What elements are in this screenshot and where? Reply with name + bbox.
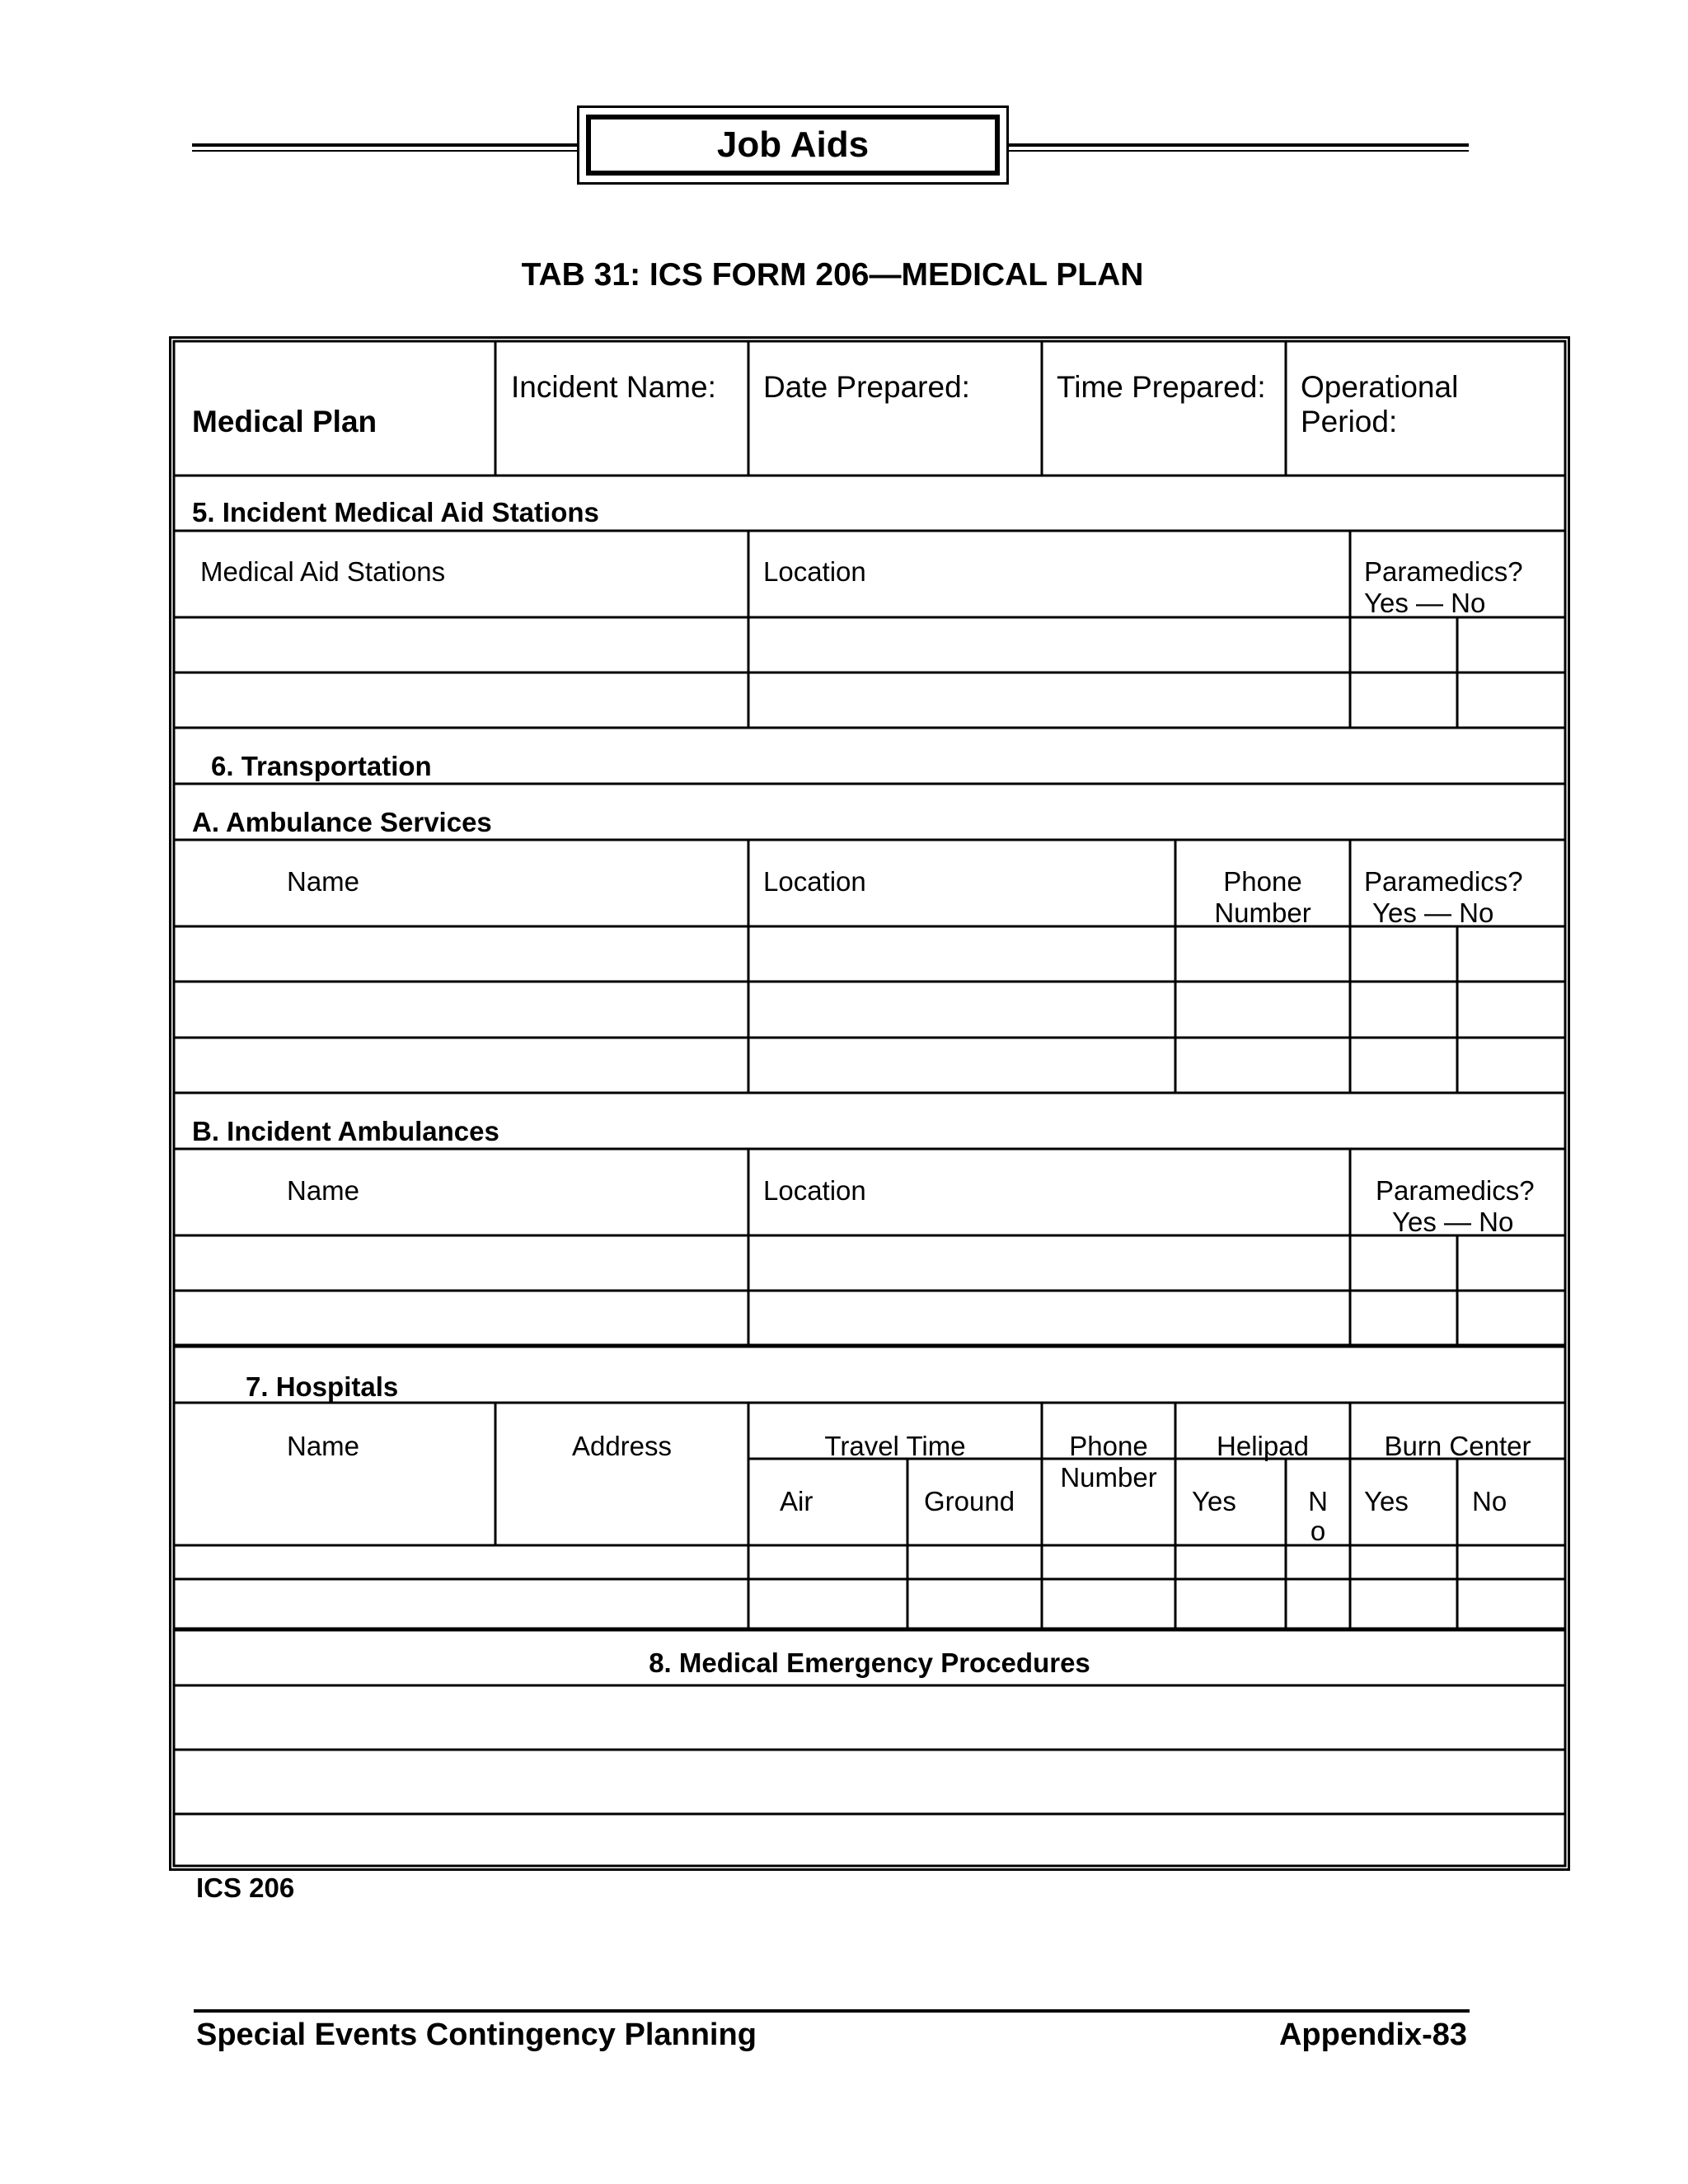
form-id: ICS 206 <box>196 1872 295 1903</box>
job-aids-title: Job Aids <box>586 115 1000 176</box>
medical-plan-form <box>169 336 1570 1871</box>
footer-right: Appendix-83 <box>1278 2018 1467 2052</box>
job-aids-box <box>577 105 1009 185</box>
ambulance-col-paramedics: Paramedics? <box>1364 866 1523 897</box>
incident-ambulances-heading: B. Incident Ambulances <box>192 1116 499 1146</box>
hospitals-col-helipad-no-line2: o <box>1310 1516 1326 1546</box>
hospitals-col-phone-line1: Phone <box>1069 1431 1148 1461</box>
footer-left: Special Events Contingency Planning <box>196 2018 757 2052</box>
section-7-heading: 7. Hospitals <box>246 1371 399 1402</box>
hospitals-col-ground: Ground <box>924 1486 1015 1516</box>
hospitals-col-air: Air <box>780 1486 814 1516</box>
col-location: Location <box>763 556 866 587</box>
ambulance-col-phone-line2: Number <box>1214 898 1311 928</box>
incident-ambulances-col-location: Location <box>763 1175 866 1206</box>
col-paramedics-yes-no: Yes — No <box>1364 588 1486 618</box>
time-prepared-field[interactable]: Time Prepared: <box>1057 370 1266 404</box>
date-prepared-field[interactable]: Date Prepared: <box>763 370 970 404</box>
hospitals-col-address: Address <box>571 1431 673 1461</box>
operational-period-label-line2[interactable]: Period: <box>1301 405 1398 438</box>
incident-ambulances-col-yes-no: Yes — No <box>1392 1207 1514 1237</box>
hospitals-col-burn-center: Burn Center <box>1384 1431 1531 1461</box>
hospitals-col-travel-time: Travel Time <box>824 1431 966 1461</box>
section-5-heading: 5. Incident Medical Aid Stations <box>192 497 599 527</box>
section-8-heading: 8. Medical Emergency Procedures <box>649 1647 1090 1678</box>
incident-name-field[interactable]: Incident Name: <box>511 370 716 404</box>
hospitals-col-burn-no: No <box>1472 1486 1507 1516</box>
ambulance-services-heading: A. Ambulance Services <box>192 807 492 837</box>
hospitals-col-phone-line2: Number <box>1060 1462 1157 1493</box>
footer-rule <box>194 2009 1470 2013</box>
ambulance-col-name: Name <box>287 866 360 897</box>
col-medical-aid-stations: Medical Aid Stations <box>200 556 446 587</box>
operational-period-label-line1[interactable]: Operational <box>1301 370 1459 404</box>
ambulance-col-yes-no: Yes — No <box>1372 898 1494 928</box>
hospitals-col-helipad: Helipad <box>1217 1431 1309 1461</box>
ambulance-col-phone-line1: Phone <box>1223 866 1302 897</box>
incident-ambulances-col-name: Name <box>287 1175 360 1206</box>
hospitals-col-name: Name <box>287 1431 360 1461</box>
hospitals-col-burn-yes: Yes <box>1364 1486 1409 1516</box>
form-title: TAB 31: ICS FORM 206—MEDICAL PLAN <box>521 257 1144 293</box>
header-rule-right <box>1009 143 1469 152</box>
col-paramedics: Paramedics? <box>1364 556 1523 587</box>
header-rule-left <box>192 143 577 152</box>
incident-ambulances-col-paramedics: Paramedics? <box>1376 1175 1535 1206</box>
medical-plan-label: Medical Plan <box>192 405 377 438</box>
hospitals-col-helipad-no-line1: N <box>1308 1486 1328 1516</box>
hospitals-col-helipad-yes: Yes <box>1192 1486 1236 1516</box>
section-6-heading: 6. Transportation <box>211 751 432 781</box>
ambulance-col-location: Location <box>763 866 866 897</box>
